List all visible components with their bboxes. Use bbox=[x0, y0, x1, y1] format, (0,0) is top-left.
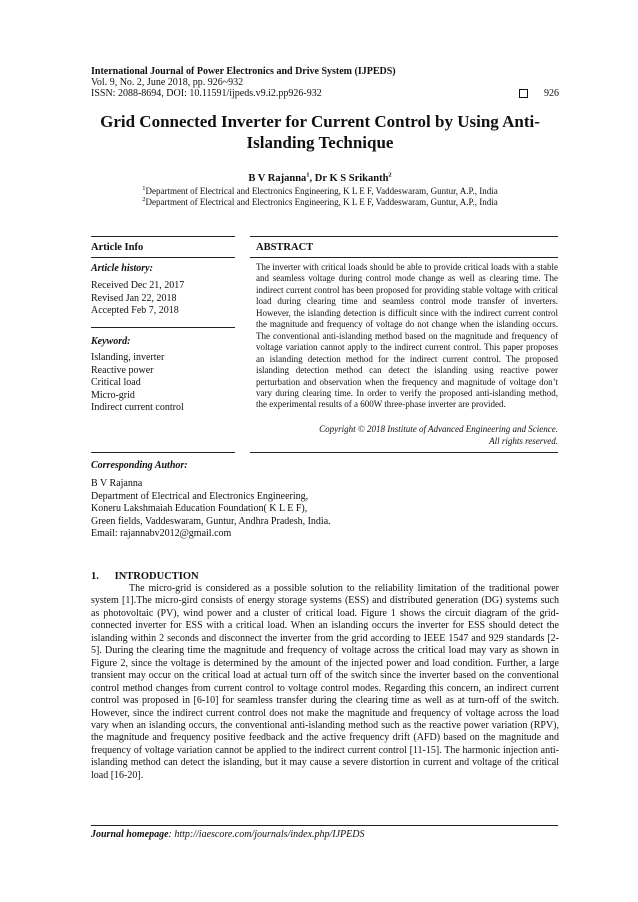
article-info-heading: Article Info bbox=[91, 242, 144, 253]
divider bbox=[250, 257, 558, 258]
journal-name: International Journal of Power Electronics and Drive System (IJPEDS) bbox=[91, 66, 396, 77]
corresponding-author-details bbox=[91, 478, 331, 541]
footer-url[interactable]: : http://iaescore.com/journals/index.php/IJPEDS bbox=[168, 829, 365, 840]
author-line bbox=[90, 173, 550, 184]
article-history-list bbox=[91, 280, 184, 318]
history-item: Revised Jan 22, 2018 bbox=[91, 292, 177, 304]
affiliation bbox=[90, 197, 550, 207]
keyword-item: Reactive power bbox=[91, 364, 154, 376]
copyright-line: Copyright © 2018 Institute of Advanced Engineering and Science. bbox=[319, 424, 558, 434]
introduction-paragraph: The micro-grid is considered as a possible solution to the reliability limitation of the traditional power system [1].The micro-gird consists of energy storage systems (ESS) and distributed generation (DG) systems such as photovoltaic (PV), wind power and a cluster of critical load. Figure 1 shows the circuit diagram of the grid-connected inverter for ESS with a critical load. When an islanding occurs the inverter for ESS should detect the islanding within 2 seconds and disconnect the inverter from the grid according to IEEE 1547 and 929 standards [2-5]. During the clearing time the magnitude and frequency of voltage across the critical load may vary as shown in Figure 2, since the voltage is determined by the amount of the injected power and load condition. Further, a large transient may occur on the critical load at actual turn off of the switch since the inverter based on the conventional control method changes from current control to voltage control modes. Regarding this concern, an indirect current control was proposed in [6-10] for seamless transfer during the clearing time as well as at turn-off of the switch. However, since the indirect current control does not make the magnitude and frequency of voltage across the load vary when an islanding occurs, the conventional anti-islanding method such as the reactive power variation (RPV), the magnitude and frequency positive feedback and the active frequency drift (AFD) based on the magnitude and frequency of voltage variation cannot be applied to the indirect current control [11-15]. The harmonic injection anti-islanding method can detect the islanding, but it may cause a severe distortion in current and voltage of the critical load [16-20]. bbox=[91, 583, 559, 781]
corresponding-email[interactable]: Email: rajannabv2012@gmail.com bbox=[91, 528, 232, 539]
author-sup: 2 bbox=[388, 171, 392, 179]
divider bbox=[91, 327, 235, 328]
affiliation-sup: 2 bbox=[142, 196, 146, 203]
author-name: Dr K S Srikanth bbox=[314, 173, 389, 184]
journal-homepage[interactable] bbox=[91, 829, 365, 840]
page-number: 926 bbox=[544, 88, 559, 99]
paper-title: Grid Connected Inverter for Current Control by Using Anti-Islanding Technique bbox=[100, 112, 540, 152]
author-name: B V Rajanna bbox=[248, 173, 307, 184]
copyright-notice bbox=[256, 424, 558, 447]
keyword-item: Micro-grid bbox=[91, 389, 135, 401]
abstract-heading: ABSTRACT bbox=[256, 242, 314, 253]
affiliation-text: Department of Electrical and Electronics Engineering, K L E F, Vaddeswaram, Guntur, A.P., India bbox=[145, 186, 498, 196]
article-history-heading: Article history: bbox=[91, 263, 153, 274]
divider bbox=[91, 452, 235, 453]
divider bbox=[91, 257, 235, 258]
keyword-heading: Keyword: bbox=[91, 336, 131, 347]
keyword-item: Indirect current control bbox=[91, 402, 184, 413]
corresponding-author-heading: Corresponding Author: bbox=[91, 460, 188, 471]
introduction-text bbox=[91, 583, 559, 782]
author-sep: , bbox=[309, 173, 315, 184]
affiliation-text: Department of Electrical and Electronics Engineering, K L E F, Vaddeswaram, Guntur, A.P., India bbox=[145, 197, 498, 207]
divider bbox=[91, 236, 235, 237]
author-sup: 1 bbox=[306, 171, 310, 179]
keyword-item: Islanding, inverter bbox=[91, 352, 165, 363]
corresponding-line: Department of Electrical and Electronics Engineering, bbox=[91, 490, 309, 502]
affiliation-sup: 1 bbox=[142, 185, 146, 192]
corresponding-line: Green fields, Vaddeswaram, Guntur, Andhra Pradesh, India. bbox=[91, 515, 331, 527]
footer-label: Journal homepage bbox=[91, 829, 169, 840]
corresponding-line: B V Rajanna bbox=[91, 478, 143, 489]
divider bbox=[250, 236, 558, 237]
issn-doi: ISSN: 2088-8694, DOI: 10.11591/ijpeds.v9.i2.pp926-932 bbox=[91, 88, 322, 99]
volume-info: Vol. 9, No. 2, June 2018, pp. 926~932 bbox=[91, 77, 244, 88]
corresponding-line: Koneru Lakshmaiah Education Foundation( K L E F), bbox=[91, 503, 308, 514]
checkbox-square-icon bbox=[519, 89, 528, 98]
copyright-line: All rights reserved. bbox=[489, 435, 558, 446]
divider bbox=[91, 825, 558, 826]
keyword-list bbox=[91, 352, 184, 415]
affiliation bbox=[90, 186, 550, 196]
abstract-text: The inverter with critical loads should be able to provide critical loads with a stable and seamless voltage during control mode change as well as clearing time. The indirect current control has been proposed for providing stable voltage with critical load during clearing time and seamless control mode transfer of inverters. However, the islanding detection is difficult since with the indirect current control the magnitude and frequency of voltage do not change when the islanding occurs. The conventional anti-islanding method based on the magnitude and frequency of voltage variation cannot apply to the indirect current control. This paper proposes an islanding detection method for the indirect current control. The proposed islanding detection method can detect the islanding using reactive power perturbation and observation when the frequency and magnitude of voltage don’t vary during clearing time. In order to verify the proposed anti-islanding method, the experimental results of a 600W three-phase inverter are provided. bbox=[256, 262, 558, 410]
history-item: Received Dec 21, 2017 bbox=[91, 280, 185, 291]
history-item: Accepted Feb 7, 2018 bbox=[91, 305, 179, 316]
introduction-heading: 1. INTRODUCTION bbox=[91, 571, 199, 582]
keyword-item: Critical load bbox=[91, 377, 141, 388]
divider bbox=[250, 452, 558, 453]
